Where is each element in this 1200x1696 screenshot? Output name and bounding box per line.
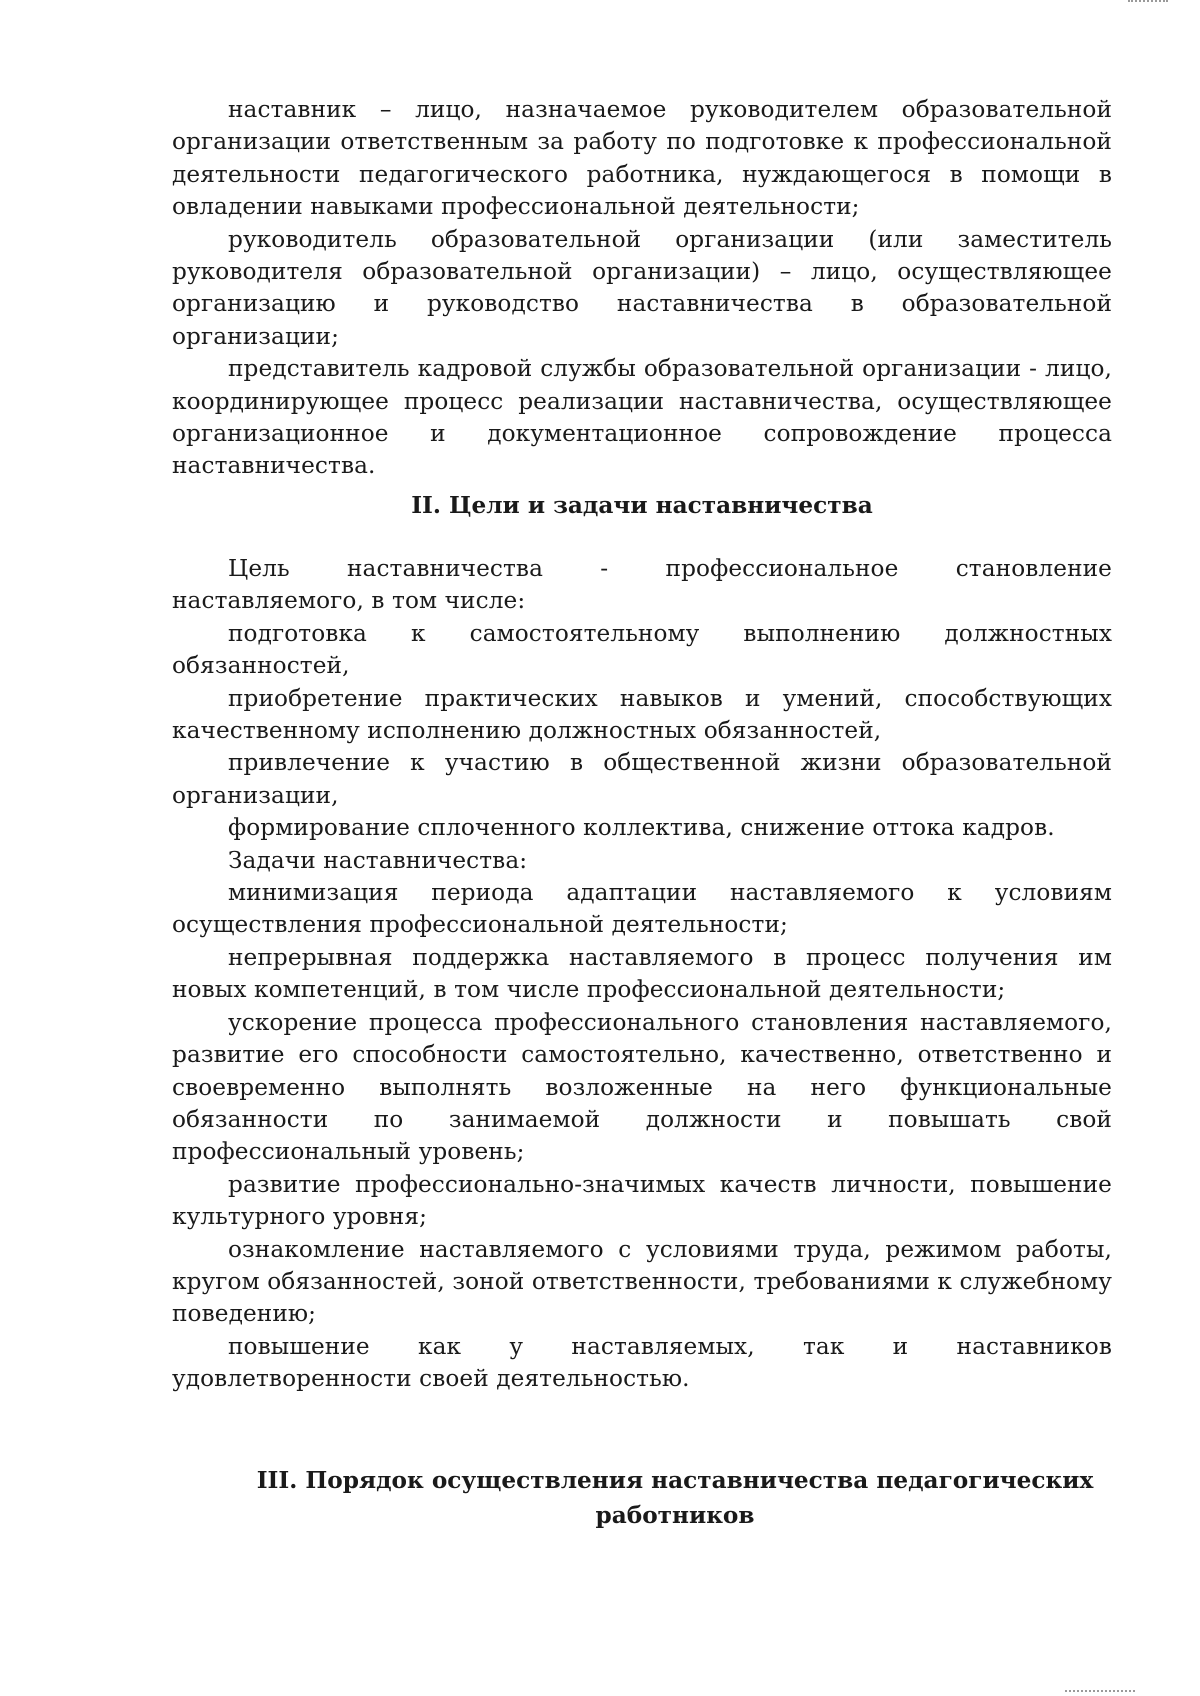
scan-artifact-top xyxy=(1128,0,1168,5)
section-3-heading: III. Порядок осуществления наставничества педагогических работников xyxy=(256,1467,1094,1529)
definitions-block xyxy=(172,94,1112,483)
task-item: минимизация периода адаптации наставляемого к условиям осуществления профессиональной деятельности; xyxy=(172,879,1112,939)
tasks-intro: Задачи наставничества: xyxy=(228,846,528,874)
definition-hr-representative: представитель кадровой службы образовательной организации - лицо, координирующее процесс реализации наставничества, осуществляющее организационное и документационное сопровождение процесса наставничества. xyxy=(172,355,1112,480)
definition-mentor: наставник – лицо, назначаемое руководителем образовательной организации ответственным за работу по подготовке к профессиональной деятельности педагогического работника, нуждающегося в помощи в овладении навыками профессиональной деятельности; xyxy=(172,96,1112,221)
task-item: ознакомление наставляемого с условиями труда, режимом работы, кругом обязанностей, зоной ответственности, требованиями к служебному поведению; xyxy=(172,1235,1112,1328)
task-item: непрерывная поддержка наставляемого в процесс получения им новых компетенций, в том числе профессиональной деятельности; xyxy=(172,943,1112,1004)
goal-item: формирование сплоченного коллектива, снижение оттока кадров. xyxy=(228,814,1055,842)
definition-head: руководитель образовательной организации (или заместитель руководителя образовательной организации) – лицо, осуществляющее организацию и руководство наставничества в образовательной организации; xyxy=(172,225,1112,350)
section-2-heading: II. Цели и задачи наставничества xyxy=(411,492,873,519)
task-item: повышение как у наставляемых, так и наставников удовлетворенности своей деятельностью. xyxy=(172,1332,1112,1393)
goal-item: приобретение практических навыков и умений, способствующих качественному исполнению должностных обязанностей, xyxy=(172,684,1112,745)
goal-intro: Цель наставничества - профессиональное становление наставляемого, в том числе: xyxy=(172,555,1112,615)
goal-item: привлечение к участию в общественной жизни образовательной организации, xyxy=(172,749,1112,809)
scan-artifact-bottom xyxy=(1065,1690,1135,1695)
goals-tasks-block xyxy=(172,553,1112,1396)
goal-item: подготовка к самостоятельному выполнению должностных обязанностей, xyxy=(172,619,1112,680)
task-item: ускорение процесса профессионального становления наставляемого, развитие его способности самостоятельно, качественно, ответственно и своевременно выполнять возложенные на него функциональные обязанности по занимаемой должности и повышать свой профессиональный уровень; xyxy=(172,1008,1112,1166)
task-item: развитие профессионально-значимых качеств личности, повышение культурного уровня; xyxy=(172,1170,1112,1231)
